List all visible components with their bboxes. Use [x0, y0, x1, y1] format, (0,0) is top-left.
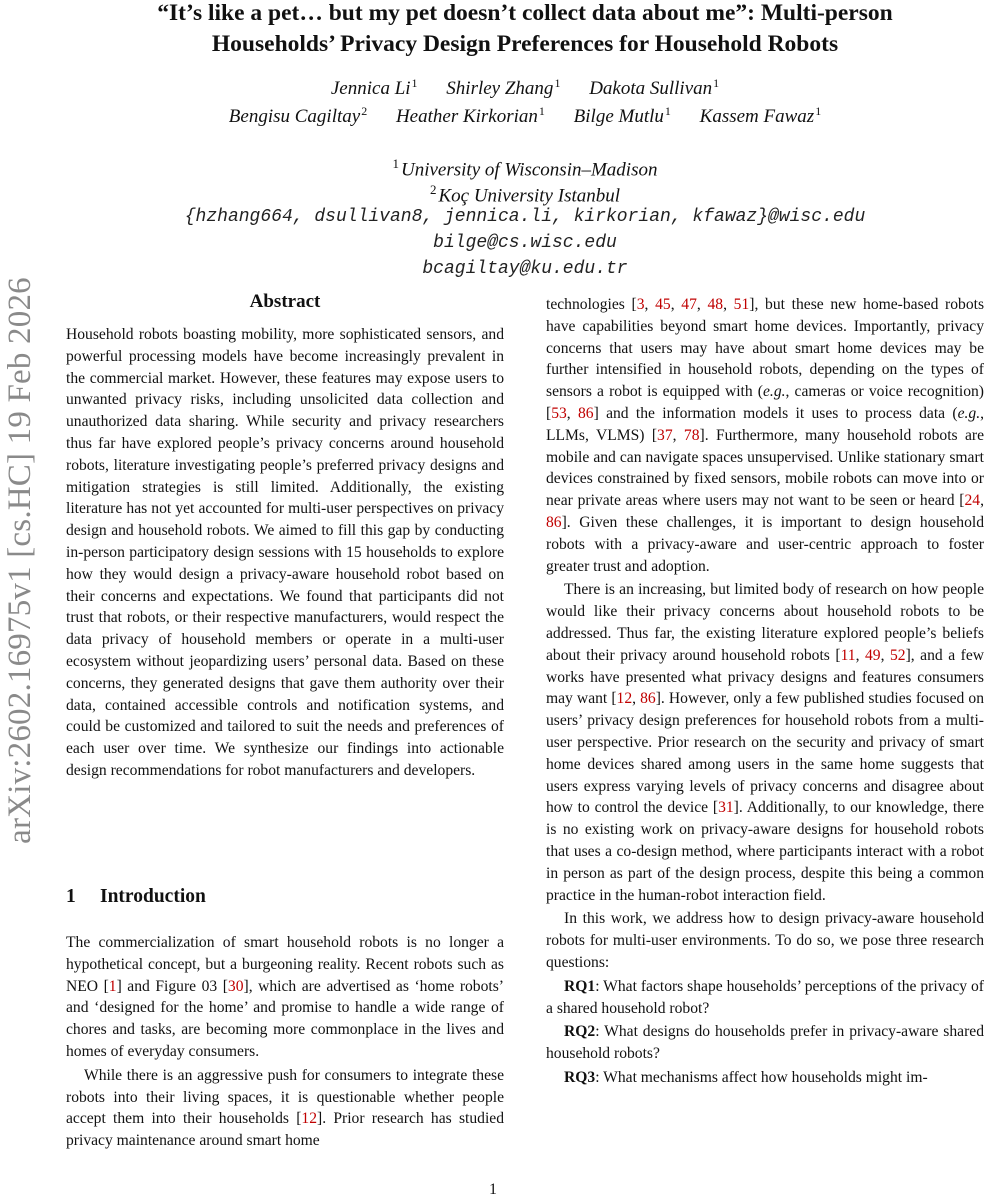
- paragraph: In this work, we address how to design privacy-aware household robots for multi-user environments. To do so, we pose three research questions:: [546, 910, 984, 971]
- research-question: RQ3: What mechanisms affect how households might im-: [564, 1068, 928, 1086]
- paper-title: “It’s like a pet… but my pet doesn’t collect data about me”: Multi-person Households’ Privacy Design Preferences for Household Robots: [157, 0, 893, 57]
- paragraph: There is an increasing, but limited body of research on how people would like their privacy concerns about household robots to be addressed. Thus far, the existing literature explored people’s beliefs about their privacy around household robots [11, 49, 52], and a few works have presented what privacy designs and features consumers may want [12, 86]. However, only a few published studies focused on users’ privacy design preferences for household robots from a multi-user perspective. Prior research on the security and privacy of smart home devices shared among users in the same home suggests that users express varying levels of privacy concerns and disagree about how to control the device [31]. Additionally, to our knowledge, there is no existing work on privacy-aware designs for household robots that uses a co-design method, where participants interact with a robot in person as part of the design process, despite this being a common practice in the human-robot interaction field.: [546, 581, 985, 904]
- affiliation: $^1$ University of Wisconsin–Madison: [392, 156, 658, 181]
- author: Dakota Sullivan$^1$: [589, 76, 720, 100]
- page-number: 1: [489, 1181, 497, 1198]
- arxiv-stamp: arXiv:2602.16975v1 [cs.HC] 19 Feb 2026: [1, 276, 38, 844]
- research-question: RQ2: What designs do households prefer in privacy-aware shared household robots?: [546, 1023, 984, 1063]
- email: bilge@cs.wisc.edu: [433, 233, 617, 253]
- paragraph: technologies [3, 45, 47, 48, 51], but these new home-based robots have capabilities beyond smart home devices. Importantly, privacy concerns that users may have about smart home devices may be further intensified in household robots, depending on the types of sensors a robot is equipped with (e.g., cameras or voice recognition) [53, 86] and the information models it uses to process data (e.g., LLMs, VLMS) [37, 78]. Furthermore, many household robots are mobile and can navigate spaces unsupervised. Unlike stationary smart devices constrained by fixed sensors, mobile robots can move into or near private areas where users may not want to be seen or heard [24, 86]. Given these challenges, it is important to design household robots with a privacy-aware and user-centric approach to foster greater trust and adoption.: [546, 296, 985, 575]
- research-question: RQ1: What factors shape households’ perceptions of the privacy of a shared household robot?: [546, 977, 984, 1017]
- author-row-2: [80, 99, 970, 129]
- intro-left-column: [66, 932, 504, 1152]
- email: {hzhang664, dsullivan8, jennica.li, kirkorian, kfawaz}@wisc.edu: [184, 207, 866, 227]
- paragraph: The commercialization of smart household robots is no longer a hypothetical concept, but a burgeoning reality. Recent robots such as NEO [1] and Figure 03 [30], which are advertised as ‘home robots’ and ‘designed for the home’ and promise to handle a wide range of chores and tasks, are becoming more commonplace in the lives and homes of everyday consumers.: [66, 934, 504, 1060]
- abstract-body: Household robots boasting mobility, more sophisticated sensors, and powerful processing models have become increasingly prevalent in the commercial market. However, these features may expose users to unwanted privacy risks, including unsolicited data collection and unauthorized data sharing. While security and privacy researchers thus far have explored people’s privacy concerns around household robots, literature investigating people’s preferred privacy designs and mitigation strategies is still limited. Additionally, the existing literature has not yet accounted for multi-user perspectives on privacy design and household robots. We aimed to fill this gap by conducting in-person participatory design sessions with 15 households to explore how they would design a privacy-aware household robot based on their concerns and expectations. We found that participants did not trust that robots, or their respective manufacturers, would respect the data privacy of household members or operate in a multi-user ecosystem without jeopardizing users’ personal data. Based on these concerns, they generated designs that gave them authority over their data, contained accessible controls and notification systems, and could be customized and tailored to suit the needs and preferences of each user over time. We synthesize our findings into actionable design recommendations for robot manufacturers and developers.: [66, 326, 504, 779]
- affiliation: $^2$ Koç University Istanbul: [429, 182, 621, 207]
- section-heading: 1 Introduction: [66, 886, 206, 907]
- author: Bengisu Cagiltay$^2$: [228, 104, 368, 128]
- author: Shirley Zhang$^1$: [446, 76, 561, 100]
- author: Bilge Mutlu$^1$: [573, 104, 671, 128]
- intro-right-column: [546, 294, 984, 1089]
- author-row-1: [80, 71, 970, 101]
- email: bcagiltay@ku.edu.tr: [422, 259, 628, 279]
- author: Kassem Fawaz$^1$: [699, 104, 822, 128]
- author: Heather Kirkorian$^1$: [395, 104, 545, 128]
- paragraph: While there is an aggressive push for consumers to integrate these robots into their living spaces, it is questionable whether people accept them into their households [12]. Prior research has studied privacy maintenance around smart home: [66, 1066, 505, 1150]
- author: Jennica Li$^1$: [330, 76, 418, 100]
- abstract-heading: Abstract: [249, 291, 321, 312]
